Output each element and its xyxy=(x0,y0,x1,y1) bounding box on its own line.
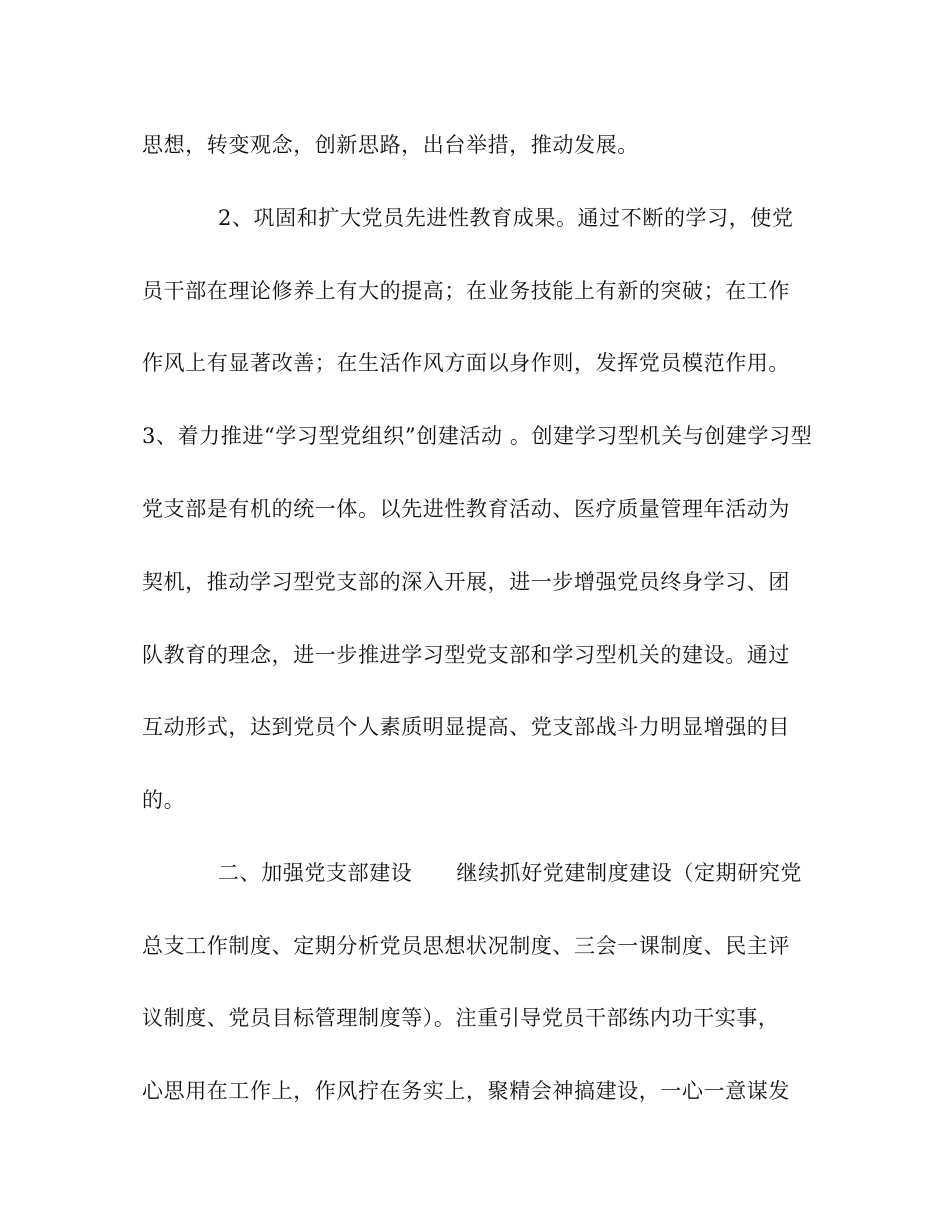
section-text: 继续抓好党建制度建设（定期研究党 xyxy=(456,861,803,885)
text-line: 契机，推动学习型党支部的深入开展，进一步增强党员终身学习、团 xyxy=(142,570,790,594)
text-line: 心思用在工作上，作风拧在务实上，聚精会神搞建设，一心一意谋发 xyxy=(142,1079,790,1103)
text-line: 员干部在理论修养上有大的提高；在业务技能上有新的突破；在工作 xyxy=(142,279,790,303)
text-line: 议制度、党员目标管理制度等）。注重引导党员干部练内功干实事， xyxy=(142,1006,780,1030)
text-line: 党支部是有机的统一体。以先进性教育活动、医疗质量管理年活动为 xyxy=(142,497,790,521)
text-line: 作风上有显著改善；在生活作风方面以身作则，发挥党员模范作用。 xyxy=(142,351,790,375)
text-line: 3、着力推进“学习型党组织”创建活动 。创建学习型机关与创建学习型 xyxy=(142,424,813,448)
text-line: 2、巩固和扩大党员先进性教育成果。通过不断的学习，使党 xyxy=(218,206,794,230)
text-line xyxy=(218,860,802,886)
text-line: 队教育的理念，进一步推进学习型党支部和学习型机关的建设。通过 xyxy=(142,643,790,667)
text-line: 总支工作制度、定期分析党员思想状况制度、三会一课制度、民主评 xyxy=(142,934,790,958)
text-line: 互动形式，达到党员个人素质明显提高、党支部战斗力明显增强的目 xyxy=(142,715,790,739)
text-line: 的。 xyxy=(142,788,186,812)
text-line: 思想，转变观念，创新思路，出台举措，推动发展。 xyxy=(142,133,639,157)
section-heading: 二、加强党支部建设 xyxy=(218,861,413,885)
